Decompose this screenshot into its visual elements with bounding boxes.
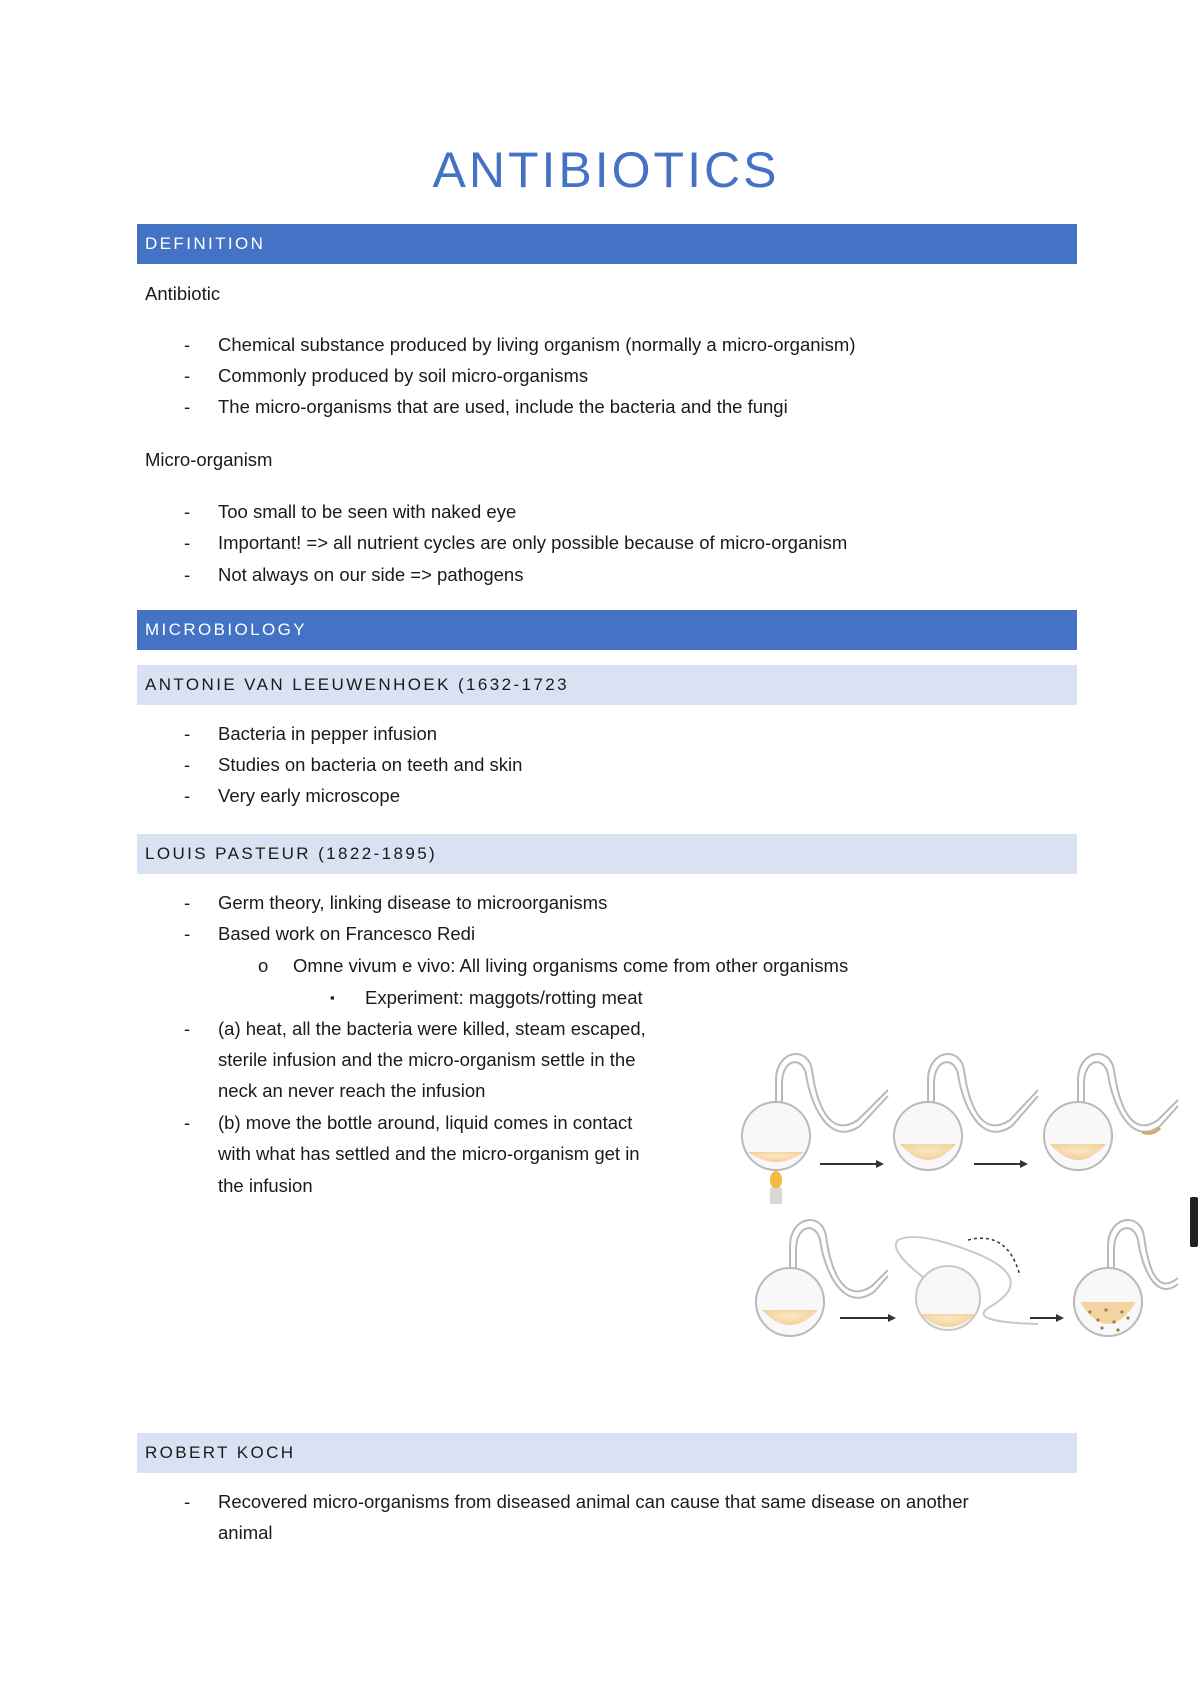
bullet-dash: - <box>184 365 191 386</box>
flask-a1 <box>742 1054 888 1170</box>
swan-neck-flask-figure <box>738 1040 1188 1380</box>
bullet-dash: - <box>184 334 191 355</box>
subheading-pasteur: LOUIS PASTEUR (1822-1895) <box>137 834 1077 874</box>
arrowhead <box>888 1314 896 1322</box>
subheading-koch: ROBERT KOCH <box>137 1433 1077 1473</box>
flask-b3-contaminated <box>1074 1220 1178 1336</box>
arrowhead <box>1020 1160 1028 1168</box>
burner-flame <box>770 1171 782 1204</box>
bullet-dash: - <box>184 892 191 913</box>
bullet-square: ▪ <box>330 990 335 1005</box>
section-heading-definition: DEFINITION <box>137 224 1077 264</box>
flask-b2-tilted <box>896 1237 1038 1330</box>
bullet-dash: - <box>184 1018 191 1039</box>
flask-a2 <box>894 1054 1038 1170</box>
arrowhead <box>876 1160 884 1168</box>
bullet-dash: - <box>184 785 191 806</box>
bullet-dash: - <box>184 396 191 417</box>
subheading-leeuwenhoek: ANTONIE VAN LEEUWENHOEK (1632-1723 <box>137 665 1077 705</box>
term-label-micro-organism: Micro-organism <box>145 449 273 470</box>
bullet-dash: - <box>184 923 191 944</box>
term-label-antibiotic: Antibiotic <box>145 283 221 304</box>
document-page: ANTIBIOTICS DEFINITION Antibiotic - Chemical substance produced by living organism (normally a micro-organism) - Commonly produced by soil micro-organisms - The micro-organisms that are used, include the bacteria and the fungi Micro-organism - Too small to be seen with naked eye - Important! => all nutrient cycles are only possible because of micro-organism - Not always on our side => pathogens MICROBIOLOGY ANTONIE VAN LEEUWENHOEK (1632-1723 - Bacteria in pepper infusion - Studies on bacteria on teeth and skin - Very early microscope LOUIS PASTEUR (1822-1895) - Germ theory, linking disease to microorganisms - Based work on Francesco Redi o Omne vivum e vivo: All living organisms come from other organisms ▪ Experiment: maggots/rotting meat - (a) heat, all the bacteria were killed, steam escaped, sterile infusion and the micro-organism settle in the neck an never reach the infusion - (b) move the bottle around, liquid comes in contact with what has settled and the micro-organism get in the infusion ROBERT KOCH - Recovered micro-organisms from diseased animal can cause that same disease on another animal <box>0 0 1200 1698</box>
page-edge-marker <box>1190 1197 1198 1247</box>
bullet-dash: - <box>184 723 191 744</box>
bullet-dash: - <box>184 501 191 522</box>
flask-a3 <box>1044 1054 1178 1170</box>
bullet-dash: - <box>184 532 191 553</box>
arrowhead <box>1056 1314 1064 1322</box>
bullet-circle: o <box>258 955 269 976</box>
bullet-dash: - <box>184 1491 191 1512</box>
page-title: ANTIBIOTICS <box>432 142 780 198</box>
bullet-dash: - <box>184 1112 191 1133</box>
section-heading-microbiology: MICROBIOLOGY <box>137 610 1077 650</box>
bullet-dash: - <box>184 754 191 775</box>
bullet-dash: - <box>184 564 191 585</box>
